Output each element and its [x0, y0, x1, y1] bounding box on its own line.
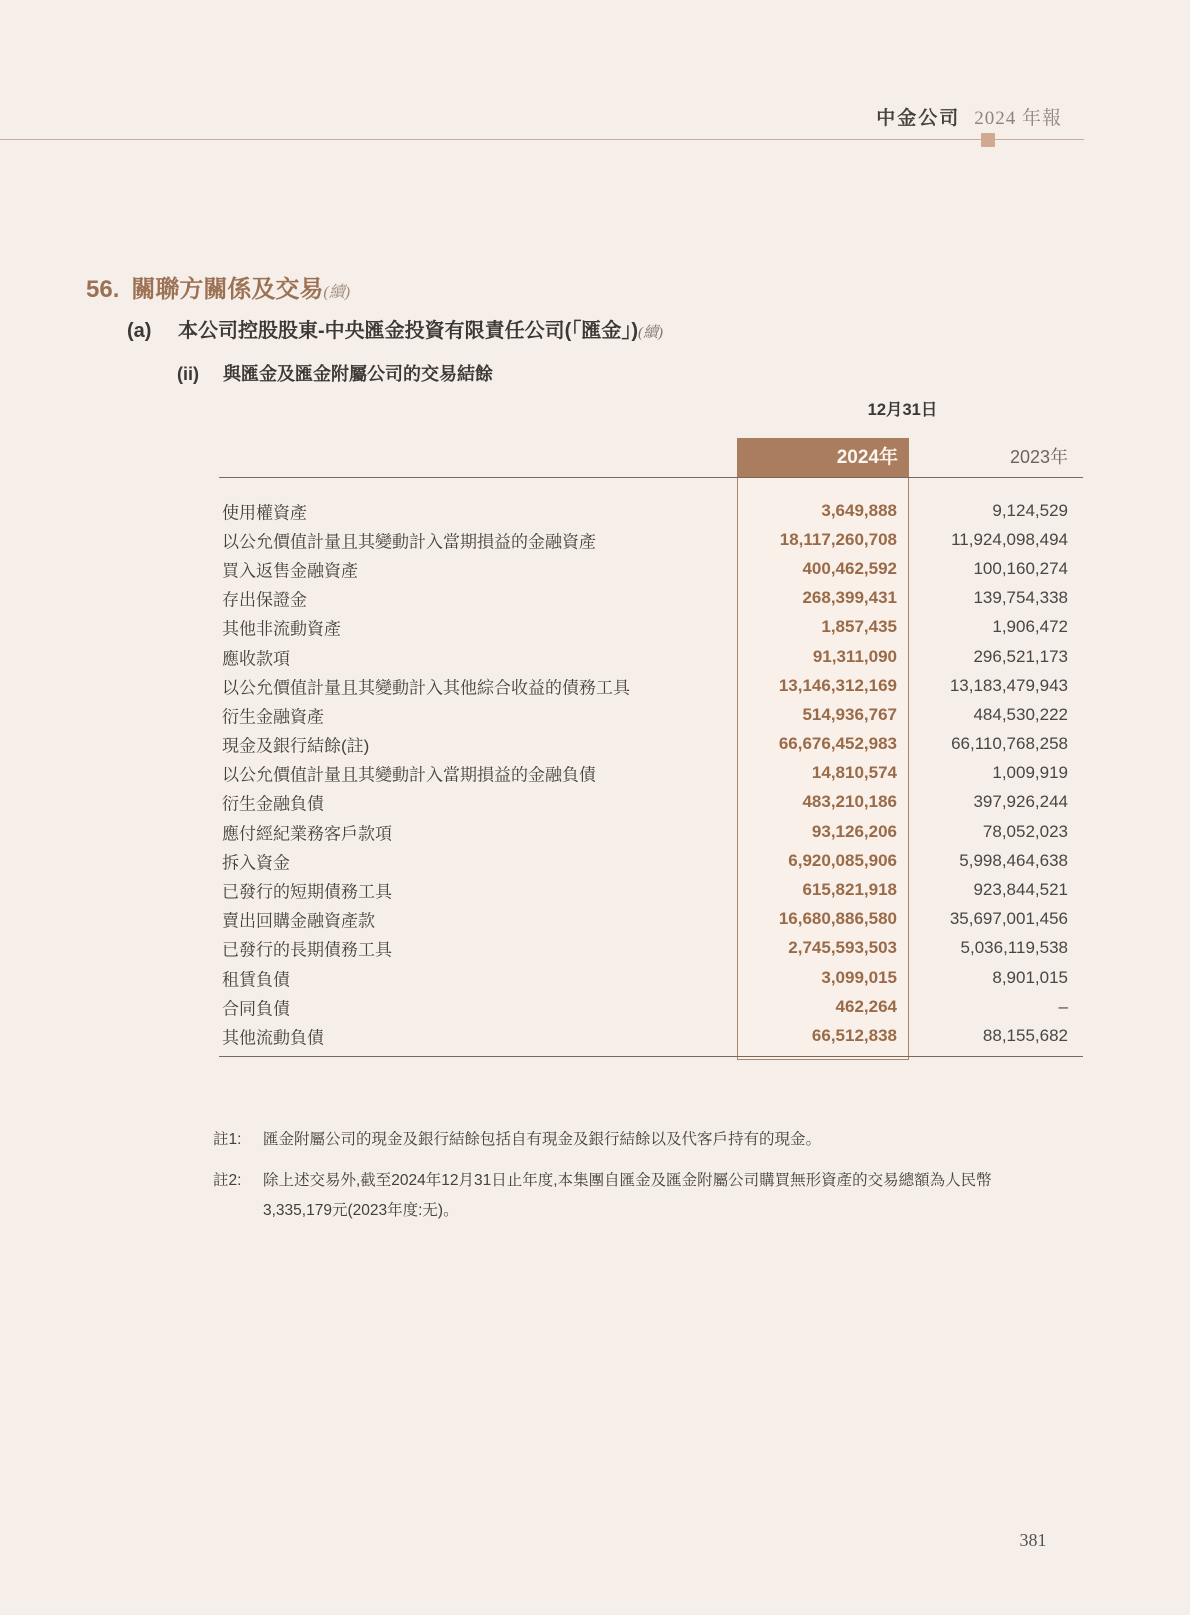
- row-value-2024: 91,311,090: [812, 646, 897, 666]
- row-label: 以公允價值計量且其變動計入當期損益的金融負債: [222, 765, 596, 785]
- row-value-2024: 66,512,838: [811, 1025, 897, 1045]
- row-value-2023: 139,754,338: [973, 588, 1068, 608]
- subsection-ii-title: 與匯金及匯金附屬公司的交易結餘: [223, 364, 493, 384]
- row-value-2024: 66,676,452,983: [778, 734, 897, 754]
- table-row: [219, 671, 1083, 700]
- row-value-2024: 6,920,085,906: [788, 850, 897, 870]
- row-label: 應收款項: [222, 649, 290, 669]
- row-value-2024: 462,264: [835, 996, 897, 1016]
- row-label: 其他流動負債: [222, 1028, 324, 1048]
- running-header: [876, 103, 1062, 130]
- row-label: 以公允價值計量且其變動計入其他綜合收益的債務工具: [222, 678, 630, 698]
- table-row: [219, 554, 1083, 583]
- row-value-2023: 11,924,098,494: [951, 529, 1068, 549]
- row-value-2023: 397,926,244: [973, 792, 1068, 812]
- section-title: 關聯方關係及交易: [131, 276, 324, 303]
- table-row: [219, 817, 1083, 846]
- subsection-ii-label: (ii): [177, 364, 199, 384]
- table-bottom-border: [219, 1056, 1083, 1057]
- row-label: 應付經紀業務客戶款項: [222, 824, 392, 844]
- table-row: [219, 1021, 1083, 1050]
- note-text: 匯金附屬公司的現金及銀行結餘包括自有現金及銀行結餘以及代客戶持有的現金。: [263, 1131, 822, 1148]
- row-value-2023: 35,697,001,456: [949, 909, 1068, 929]
- report-edition: 2024 年報: [974, 108, 1062, 129]
- row-label: 合同負債: [222, 999, 290, 1019]
- row-value-2024: 1,857,435: [821, 617, 897, 637]
- table-row: [219, 584, 1083, 613]
- row-value-2023: 923,844,521: [973, 880, 1068, 900]
- row-value-2023: 8,901,015: [992, 967, 1068, 987]
- row-label: 已發行的短期債務工具: [222, 882, 392, 902]
- section-number: 56.: [86, 276, 120, 303]
- table-row: [219, 875, 1083, 904]
- table-row: [219, 730, 1083, 759]
- row-label: 租賃負債: [222, 970, 290, 990]
- row-value-2023: 66,110,768,258: [951, 734, 1068, 754]
- table-row: [219, 613, 1083, 642]
- row-value-2024: 14,810,574: [811, 763, 897, 783]
- subsection-ii-heading: [177, 360, 493, 386]
- note-item: [213, 1125, 1083, 1155]
- row-value-2024: 268,399,431: [802, 588, 897, 608]
- row-value-2024: 514,936,767: [802, 704, 897, 724]
- table-row: [219, 525, 1083, 554]
- row-value-2023: 88,155,682: [982, 1025, 1068, 1045]
- table-row: [219, 963, 1083, 992]
- row-value-2023: –: [1058, 996, 1068, 1016]
- subsection-a-continued-marker: (續): [637, 325, 663, 341]
- note-label: 註2:: [213, 1172, 242, 1189]
- row-label: 拆入資金: [222, 853, 290, 873]
- table-row: [219, 642, 1083, 671]
- table-top-border: [219, 477, 1083, 478]
- header-rule: [0, 139, 1084, 140]
- table-rows: [219, 496, 1083, 1051]
- table-row: [219, 788, 1083, 817]
- row-value-2023: 296,521,173: [973, 646, 1068, 666]
- row-value-2024: 615,821,918: [802, 880, 897, 900]
- row-value-2024: 3,649,888: [821, 500, 897, 520]
- column-header-2024: 2024年: [737, 438, 909, 477]
- row-label: 現金及銀行結餘(註): [222, 736, 370, 756]
- row-label: 衍生金融負債: [222, 794, 324, 814]
- row-value-2023: 100,160,274: [973, 558, 1068, 578]
- row-value-2023: 78,052,023: [982, 821, 1068, 841]
- row-label: 已發行的長期債務工具: [222, 940, 392, 960]
- subsection-a-title: 本公司控股股東-中央匯金投資有限責任公司(「匯金」): [178, 320, 638, 342]
- row-label: 衍生金融資產: [222, 707, 324, 727]
- row-value-2023: 5,998,464,638: [959, 850, 1068, 870]
- row-value-2024: 13,146,312,169: [778, 675, 897, 695]
- row-label: 其他非流動資產: [222, 619, 341, 639]
- row-value-2024: 16,680,886,580: [778, 909, 897, 929]
- row-label: 存出保證金: [222, 590, 307, 610]
- row-value-2023: 1,009,919: [992, 763, 1068, 783]
- note-text: 除上述交易外,截至2024年12月31日止年度,本集團自匯金及匯金附屬公司購買無形資產的交易總額為人民幣3,335,179元(2023年度:无)。: [263, 1172, 992, 1219]
- row-value-2024: 400,462,592: [802, 558, 897, 578]
- note-item: [213, 1166, 1083, 1226]
- note-label: 註1:: [213, 1131, 242, 1148]
- notes-section: [213, 1125, 1083, 1237]
- row-value-2024: 93,126,206: [811, 821, 897, 841]
- row-value-2024: 483,210,186: [802, 792, 897, 812]
- subsection-a-heading: [127, 314, 663, 343]
- table-row: [219, 992, 1083, 1021]
- subsection-a-label: (a): [127, 320, 152, 342]
- row-value-2024: 18,117,260,708: [779, 529, 897, 549]
- table-row: [219, 846, 1083, 875]
- row-value-2023: 9,124,529: [992, 500, 1068, 520]
- column-header-2023: 2023年: [1009, 447, 1068, 467]
- table-row: [219, 700, 1083, 729]
- table-row: [219, 496, 1083, 525]
- section-heading: [86, 269, 350, 304]
- row-value-2023: 1,906,472: [992, 617, 1068, 637]
- row-value-2024: 2,745,593,503: [788, 938, 897, 958]
- row-label: 賣出回購金融資產款: [222, 911, 375, 931]
- table-row: [219, 934, 1083, 963]
- header-square-marker: [981, 133, 995, 147]
- table-row: [219, 759, 1083, 788]
- row-value-2023: 484,530,222: [973, 704, 1068, 724]
- section-continued-marker: (續): [323, 284, 351, 301]
- row-label: 買入返售金融資產: [222, 561, 358, 581]
- table-date-header: 12月31日: [867, 401, 938, 419]
- row-label: 使用權資產: [222, 503, 307, 523]
- page-number: 381: [1019, 1530, 1047, 1550]
- row-label: 以公允價值計量且其變動計入當期損益的金融資產: [222, 532, 596, 552]
- row-value-2024: 3,099,015: [821, 967, 897, 987]
- row-value-2023: 5,036,119,538: [960, 938, 1068, 958]
- row-value-2023: 13,183,479,943: [949, 675, 1068, 695]
- company-name: 中金公司: [876, 108, 961, 129]
- table-row: [219, 905, 1083, 934]
